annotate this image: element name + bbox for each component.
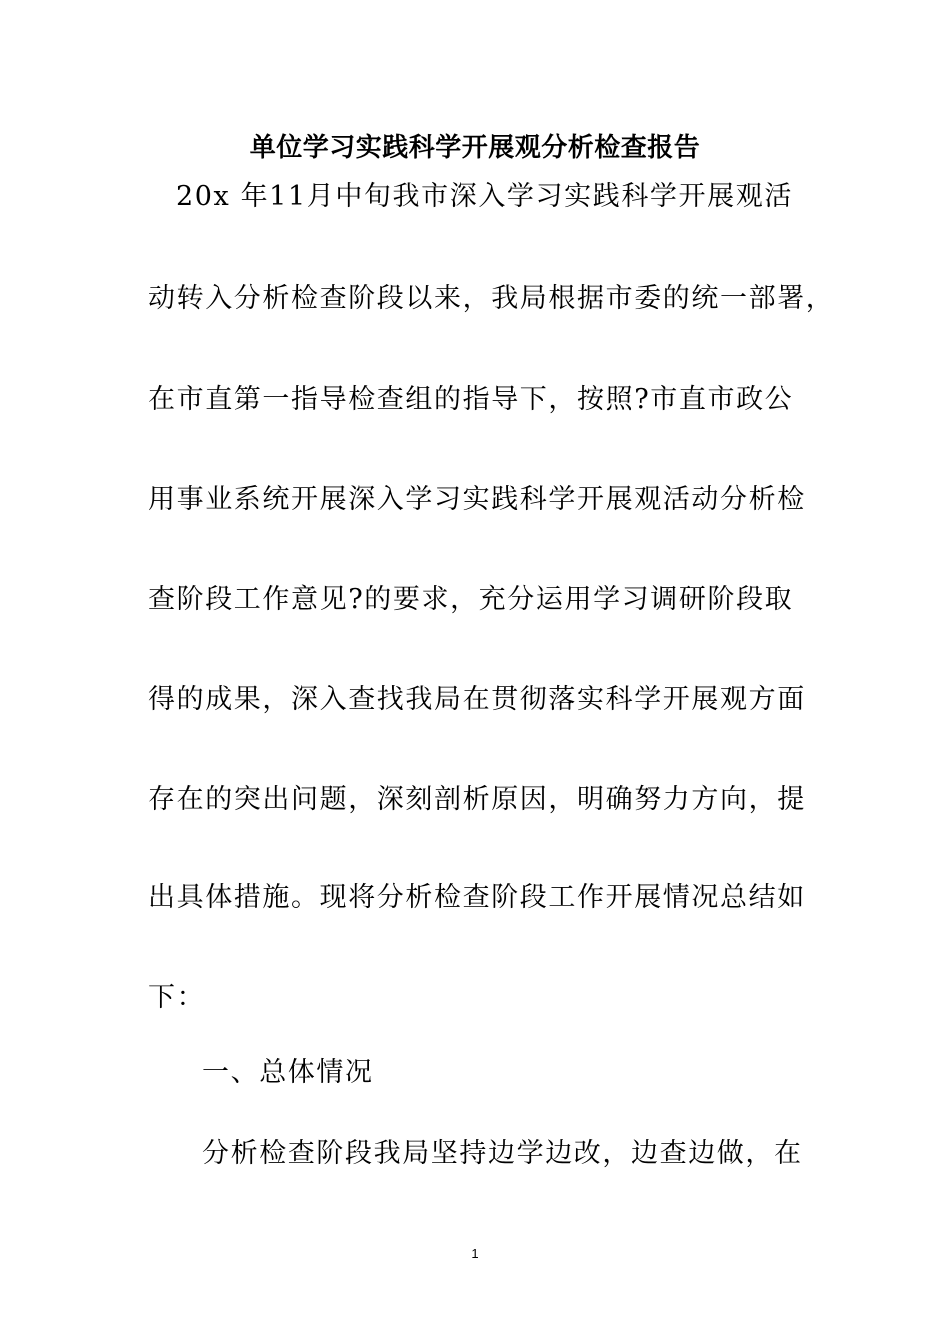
body-line: 下： [148,982,206,1013]
section-heading: 一、总体情况 [202,1057,374,1088]
body-line: 存在的突出问题，深刻剖析原因，明确努力方向，提 [148,784,806,815]
body-line: 20x 年11月中旬我市深入学习实践科学开展观活 [176,181,793,212]
body-line: 得的成果，深入查找我局在贯彻落实科学开展观方面 [148,684,806,715]
body-line: 出具体措施。现将分析检查阶段工作开展情况总结如 [148,882,806,913]
body-line: 分析检查阶段我局坚持边学边改，边查边做，在 [202,1138,803,1169]
body-line: 动转入分析检查阶段以来，我局根据市委的统一部署， [148,283,835,314]
body-line: 查阶段工作意见?的要求，充分运用学习调研阶段取 [148,584,794,615]
body-line: 在市直第一指导检查组的指导下，按照?市直市政公 [148,384,794,415]
document-title: 单位学习实践科学开展观分析检查报告 [249,133,701,163]
page-number: 1 [471,1246,479,1261]
body-line: 用事业系统开展深入学习实践科学开展观活动分析检 [148,484,806,515]
